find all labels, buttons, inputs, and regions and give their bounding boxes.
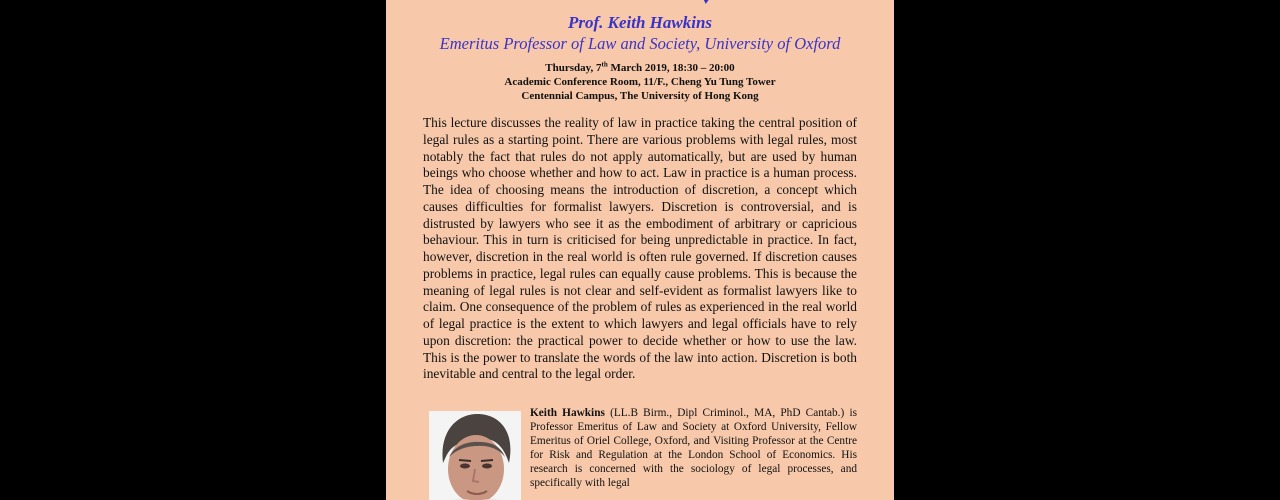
event-campus: Centennial Campus, The University of Hong Kong xyxy=(521,90,759,102)
portrait-image xyxy=(429,411,521,500)
event-date xyxy=(386,61,894,75)
speaker-name: Prof. Keith Hawkins xyxy=(567,13,713,32)
event-venue: Academic Conference Room, 11/F., Cheng Yu Tung Tower xyxy=(504,76,776,88)
event-date-ordinal: th xyxy=(601,60,608,69)
lecture-abstract: This lecture discusses the reality of law in practice taking the central position of legal rules as a starting point. There are various problems with legal rules, most notably the fact that rules do not apply automatically, but are used by human beings who choose whether and how to act. Law in practice is a human process. The idea of choosing means the introduction of discretion, a concept which causes difficulties for formalist lawyers. Discretion is controversial, and is distrusted by lawyers who see it as the embodiment of arbitrary or capricious behaviour. This in turn is criticised for being unpredictable in practice. In fact, however, discretion in the real world is often rule governed. If discretion causes problems in practice, legal rules can equally cause problems. This is because the meaning of legal rules is not clear and self-evident as formalist lawyers like to claim. One consequence of the problem of rules as experienced in the real world of legal practice is the extent to which lawyers and legal officials have to rely upon discretion: the practical power to decide whether or how to use the law. This is the power to translate the words of the law into action. Discretion is both inevitable and central to the legal order. xyxy=(423,115,857,382)
cropped-title-glyphs xyxy=(386,0,894,7)
speaker-photo xyxy=(429,411,521,500)
lecture-poster xyxy=(386,0,894,500)
event-date-time: March 2019, 18:30 – 20:00 xyxy=(607,62,735,74)
lecture-title-cropped xyxy=(386,0,894,2)
speaker-bio xyxy=(530,406,857,491)
bio-name: Keith Hawkins xyxy=(530,407,605,419)
event-details xyxy=(386,61,894,103)
speaker-affiliation: Emeritus Professor of Law and Society, University of Oxford xyxy=(439,34,841,53)
bio-text: (LL.B Birm., Dipl Criminol., MA, PhD Cantab.) is Professor Emeritus of Law and Society at Oxford University, Fellow Emeritus of Oriel College, Oxford, and Visiting Professor at the Centre for Risk and Regulation at the London School of Economics. His research is concerned with the sociology of legal processes, and specifically with legal xyxy=(530,407,857,490)
event-date-prefix: Thursday, 7 xyxy=(545,62,602,74)
